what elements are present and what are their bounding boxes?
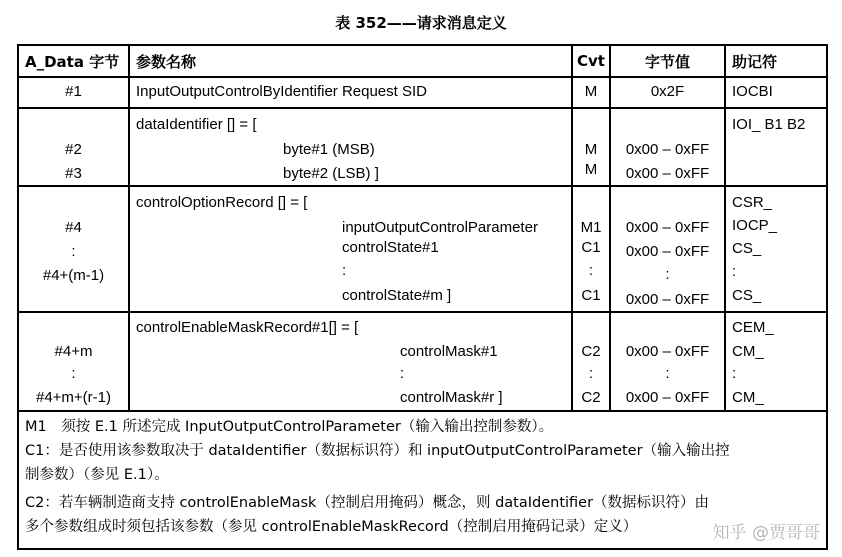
param-cell: byte#1 (MSB) [283, 141, 375, 158]
table-caption: 表 352——请求消息定义 [335, 14, 507, 32]
param-cell: controlMask#1 [400, 343, 498, 360]
param-cell: : [400, 365, 405, 382]
note-c2-line2: 多个参数组成时须包括该参数（参见 controlEnableMaskRecord（控制启用掩码记录）定义） [25, 519, 638, 535]
byte-cell: #4+(m-1) [42, 267, 105, 284]
mnemonic-cell: IOCP_ [732, 217, 778, 234]
value-cell: 0x2F [650, 83, 685, 100]
mnemonic-cell: IOCBI [732, 83, 773, 100]
param-cell: controlOptionRecord [] = [ [136, 194, 308, 211]
mnemonic-cell: CSR_ [732, 194, 773, 211]
header-param: 参数名称 [129, 45, 572, 77]
cvt-cell: C1 [581, 287, 601, 304]
header-value: 字节值 [610, 45, 725, 77]
mnemonic-cell: CS_ [732, 240, 762, 257]
table-header-row [18, 45, 827, 77]
param-cell: dataIdentifier [] = [ [136, 116, 257, 133]
mnemonic-cell: CS_ [732, 287, 762, 304]
cvt-cell: C1 [581, 239, 601, 256]
cvt-cell: C2 [581, 343, 601, 360]
param-cell: byte#2 (LSB) ] [283, 165, 379, 182]
byte-cell: #4+m+(r-1) [35, 389, 112, 406]
cvt-cell: C2 [581, 389, 601, 406]
value-cell: 0x00 – 0xFF [625, 165, 710, 182]
mnemonic-cell: IOI_ B1 B2 [732, 116, 806, 133]
cvt-cell: : [588, 262, 594, 279]
byte-cell: #4+m [54, 343, 93, 360]
byte-cell: #1 [65, 83, 82, 100]
mnemonic-cell: CM_ [732, 389, 764, 406]
param-cell: controlMask#r ] [400, 389, 503, 406]
value-cell: 0x00 – 0xFF [625, 343, 710, 360]
param-cell: : [342, 262, 347, 279]
request-message-table [17, 44, 828, 550]
cvt-cell: : [588, 365, 594, 382]
table-row [18, 312, 827, 411]
table-row [18, 77, 827, 108]
mnemonic-cell: CM_ [732, 343, 764, 360]
note-c1-line2: 制参数）（参见 E.1）。 [25, 467, 169, 483]
param-cell: InputOutputControlByIdentifier Request SID [136, 83, 427, 100]
byte-cell: : [71, 365, 76, 382]
param-cell: controlEnableMaskRecord#1[] = [ [136, 319, 359, 336]
table-row [18, 186, 827, 312]
note-m1: M1 须按 E.1 所述完成 InputOutputControlParameter（输入输出控制参数）。 [25, 419, 554, 435]
note-c2-line1: C2：若车辆制造商支持 controlEnableMask（控制启用掩码）概念，则 dataIdentifier（数据标识符）由 [25, 495, 710, 511]
value-cell: 0x00 – 0xFF [625, 389, 710, 406]
watermark: 知乎 @贾哥哥 [712, 523, 820, 543]
header-cvt: Cvt [572, 45, 610, 77]
table-notes-row [18, 411, 827, 549]
mnemonic-cell: : [732, 365, 737, 382]
mnemonic-cell: : [732, 263, 737, 280]
cvt-cell: M [584, 141, 598, 158]
header-byte: A_Data 字节 [18, 45, 129, 77]
value-cell: 0x00 – 0xFF [625, 219, 710, 236]
value-cell: : [665, 365, 670, 382]
note-c1-line1: C1：是否使用该参数取决于 dataIdentifier（数据标识符）和 inputOutputControlParameter（输入输出控 [25, 443, 730, 459]
header-mnemonic: 助记符 [725, 45, 827, 77]
byte-cell: #2 [65, 141, 82, 158]
value-cell: : [665, 266, 670, 283]
cvt-cell: M [584, 83, 598, 100]
cvt-cell: M [584, 161, 598, 178]
byte-cell: #3 [65, 165, 82, 182]
value-cell: 0x00 – 0xFF [625, 243, 710, 260]
byte-cell: #4 [65, 219, 82, 236]
value-cell: 0x00 – 0xFF [625, 141, 710, 158]
mnemonic-cell: CEM_ [732, 319, 774, 336]
table-row [18, 108, 827, 186]
byte-cell: : [71, 243, 76, 260]
param-cell: controlState#1 [342, 239, 439, 256]
param-cell: controlState#m ] [342, 287, 452, 304]
cvt-cell: M1 [580, 219, 602, 236]
param-cell: inputOutputControlParameter [342, 219, 538, 236]
value-cell: 0x00 – 0xFF [625, 291, 710, 308]
